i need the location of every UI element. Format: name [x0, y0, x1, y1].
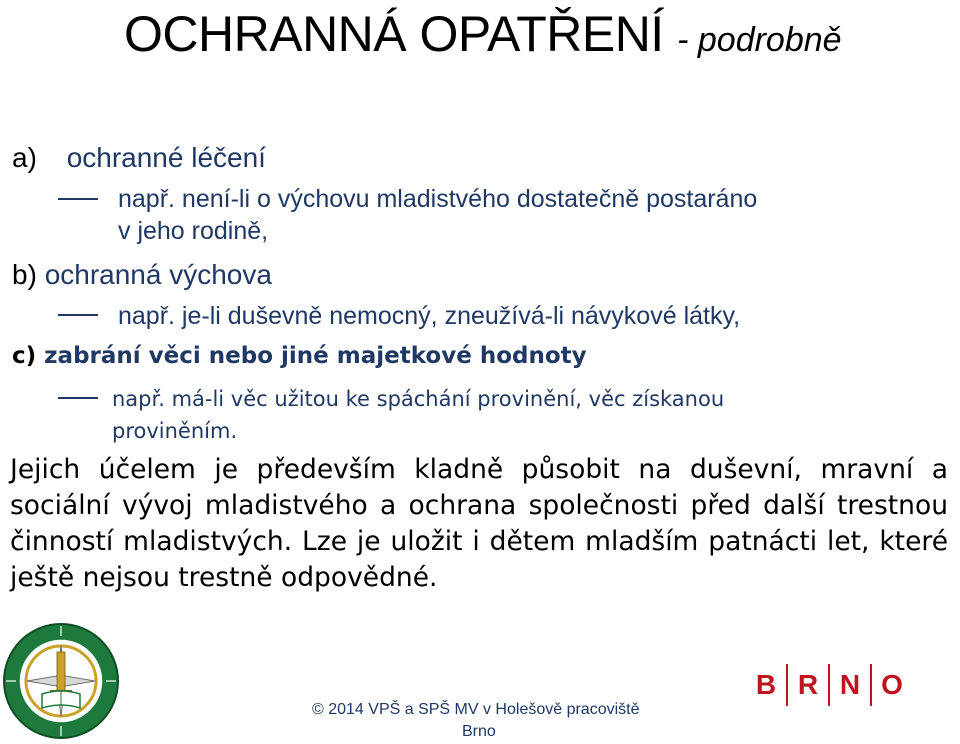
item-c-heading	[12, 339, 587, 373]
item-b-text: ochranná výchova	[44, 259, 272, 290]
brno-letter: B	[755, 669, 777, 700]
item-a-heading	[12, 141, 266, 175]
item-a-label: a)	[12, 142, 37, 173]
brno-letter: O	[881, 669, 903, 700]
item-b-bullet: např. je-li duševně nemocný, zneužívá-li návykové látky,	[118, 302, 741, 330]
item-c-text: zabrání věci nebo jiné majetkové hodnoty	[44, 343, 587, 369]
brno-letter: N	[839, 669, 861, 700]
bullet-dash	[58, 314, 98, 316]
item-a-bullet: např. není-li o výchovu mladistvého dostatečně postaráno	[118, 185, 758, 213]
item-b-label: b)	[12, 259, 37, 290]
item-c-bullet-cont: proviněním.	[112, 419, 238, 443]
item-a-text: ochranné léčení	[66, 142, 266, 173]
footer-copyright: © 2014 VPŠ a SPŠ MV v Holešově pracoviště	[312, 701, 640, 718]
school-emblem-icon	[2, 622, 120, 744]
item-c-label: c)	[12, 343, 37, 369]
title-main: OCHRANNÁ OPATŘENÍ	[124, 6, 664, 62]
bullet-dash	[58, 198, 98, 200]
footer-city: Brno	[462, 723, 496, 740]
main-paragraph: Jejich účelem je především kladně působit na duševní, mravní a sociální vývoj mladistvého a ochrana společnosti před další trestnou činností mladistvých. Lze je uložit i dětem mladším patnácti let, které ještě nejsou trestně odpovědné.	[10, 454, 948, 593]
item-c-bullet: např. má-li věc užitou ke spáchání provinění, věc získanou	[112, 387, 725, 411]
bullet-dash	[58, 397, 98, 399]
item-a-bullet-cont: v jeho rodině,	[118, 217, 269, 245]
item-b-heading	[12, 258, 272, 292]
slide-title	[124, 4, 842, 70]
brno-letter: R	[797, 669, 819, 700]
title-sub: - podrobně	[677, 21, 842, 59]
brno-logo	[746, 664, 912, 706]
